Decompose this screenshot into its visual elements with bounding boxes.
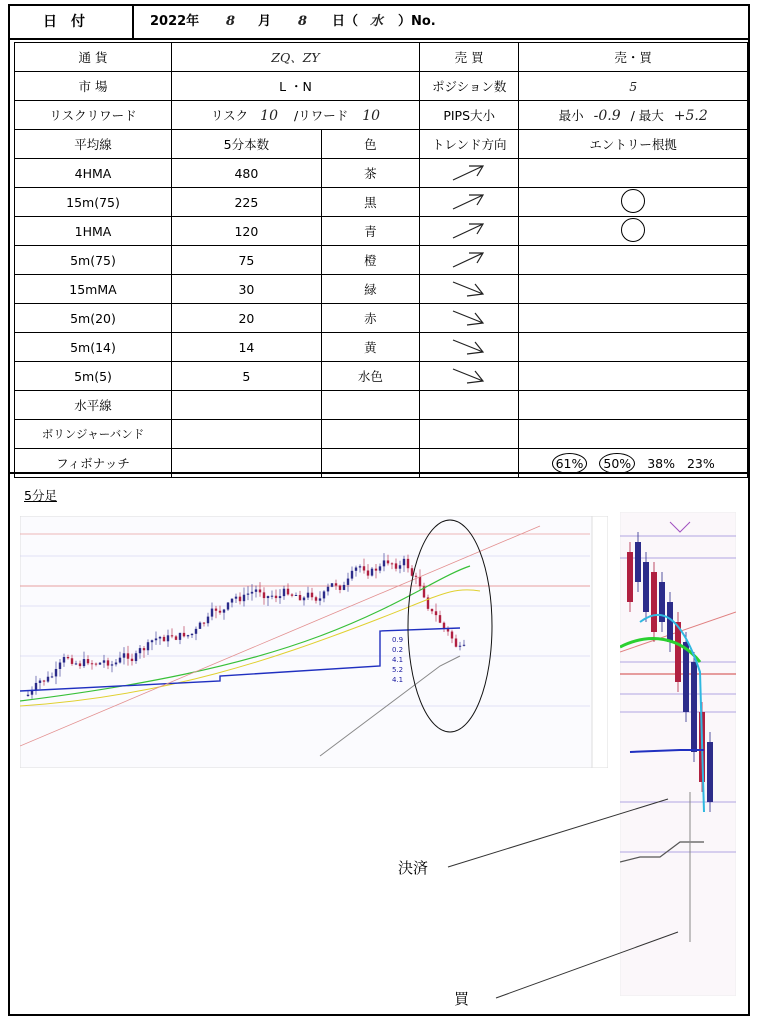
candle-body — [91, 663, 93, 664]
candle-body — [395, 563, 397, 568]
candle-body — [55, 669, 57, 676]
candle-body — [391, 563, 393, 564]
candle-body — [123, 653, 125, 657]
candle-body — [435, 611, 437, 615]
table-row — [15, 101, 748, 130]
candle-body — [307, 593, 309, 598]
no-label: ）No. — [398, 14, 436, 29]
candle-body — [707, 742, 713, 802]
date-label: 日付 — [10, 6, 134, 38]
ma-entry — [519, 304, 748, 333]
ma-name: 5m(14) — [15, 333, 172, 362]
ma-count: 30 — [172, 275, 322, 304]
risk-label: リスク — [210, 108, 249, 123]
candle-body — [419, 577, 421, 587]
table-row — [15, 420, 748, 449]
candle-body — [111, 664, 113, 665]
ma-color: 黒 — [321, 188, 419, 217]
candle-body — [367, 571, 369, 576]
ma-color: 水色 — [321, 362, 419, 391]
chart-box-label: 4.1 — [392, 656, 404, 664]
candle-body — [283, 589, 285, 596]
candle-body — [231, 599, 233, 603]
candle-body — [291, 594, 293, 595]
trade-journal-sheet — [8, 4, 750, 1016]
currency-value: ZQ、ZY — [172, 43, 420, 72]
candle-body — [247, 594, 249, 595]
ma-row — [15, 188, 748, 217]
ma-trend — [419, 304, 518, 333]
reward-value: 10 — [362, 108, 381, 124]
candle-body — [239, 597, 241, 602]
arrow-up-right-icon — [449, 189, 489, 213]
ma-row — [15, 217, 748, 246]
candle-body — [363, 566, 365, 570]
candle-body — [119, 658, 121, 663]
candle-body — [143, 648, 145, 650]
candle-body — [243, 595, 245, 601]
candle-body — [43, 681, 45, 682]
buy-label: 買 — [454, 990, 470, 1008]
position-label: ポジション数 — [419, 72, 518, 101]
arrow-up-right-icon — [449, 160, 489, 184]
ma-entry — [519, 333, 748, 362]
candle-body — [163, 637, 165, 641]
candle-body — [279, 596, 281, 598]
ma-row — [15, 246, 748, 275]
candle-body — [83, 659, 85, 666]
position-value: 5 — [519, 72, 748, 101]
ma-color: 青 — [321, 217, 419, 246]
ma-color: 橙 — [321, 246, 419, 275]
candle-body — [387, 560, 389, 563]
candle-body — [63, 657, 65, 663]
ma-header-color: 色 — [321, 130, 419, 159]
candle-body — [75, 663, 77, 664]
candle-body — [455, 638, 457, 646]
ma-row — [15, 333, 748, 362]
candle-body — [259, 589, 261, 592]
candle-body — [203, 623, 205, 624]
candle-body — [59, 663, 61, 669]
circle-mark-icon — [621, 218, 645, 242]
candle-body — [47, 677, 49, 682]
ma-header-trend: トレンド方向 — [419, 130, 518, 159]
candle-body — [327, 587, 329, 592]
ma-color: 緑 — [321, 275, 419, 304]
candle-body — [347, 579, 349, 585]
buysell-label: 売 買 — [419, 43, 518, 72]
ma-count: 5 — [172, 362, 322, 391]
ma-header-label: 平均線 — [15, 130, 172, 159]
candle-body — [155, 638, 157, 640]
ma-color: 黄 — [321, 333, 419, 362]
chart-box-label: 0.9 — [392, 636, 404, 644]
candle-body — [271, 596, 273, 597]
candle-body — [179, 633, 181, 640]
timeframe-label: 5分足 — [24, 488, 57, 503]
candle-body — [191, 634, 193, 635]
ma-count: 120 — [172, 217, 322, 246]
fib-level: 50% — [599, 453, 635, 474]
candle-body — [51, 676, 53, 677]
chart-screenshot-zoom — [620, 512, 736, 996]
candle-body — [251, 592, 253, 594]
buysell-value: 売・買 — [519, 43, 748, 72]
fib-level: 61% — [552, 453, 588, 474]
candle-body — [255, 589, 257, 591]
ma-name: 15m(75) — [15, 188, 172, 217]
candle-body — [219, 611, 221, 613]
candle-body — [267, 596, 269, 598]
chart-box-label: 5.2 — [392, 666, 404, 674]
candle-body — [107, 660, 109, 665]
candle-body — [115, 663, 117, 665]
candle-body — [415, 576, 417, 577]
pips-min-label: 最小 — [558, 108, 584, 123]
bollinger-label: ボリンジャーバンド — [15, 420, 172, 449]
currency-label: 通 貨 — [15, 43, 172, 72]
ma-entry — [519, 159, 748, 188]
ma-entry — [519, 246, 748, 275]
ma-trend — [419, 246, 518, 275]
candle-body — [355, 567, 357, 570]
candle-body — [459, 646, 461, 647]
candle-body — [335, 583, 337, 585]
table-row — [15, 72, 748, 101]
ma-trend — [419, 188, 518, 217]
candle-body — [87, 659, 89, 663]
candle-body — [275, 596, 277, 598]
arrow-down-right-icon — [449, 334, 489, 358]
ma-header-entry: エントリー根拠 — [519, 130, 748, 159]
candle-body — [199, 623, 201, 629]
candle-body — [195, 629, 197, 634]
candle-body — [627, 552, 633, 602]
candle-body — [235, 597, 237, 599]
riskreward-value — [172, 101, 420, 130]
ma-entry — [519, 362, 748, 391]
candle-body — [643, 562, 649, 612]
reward-label: /リワード — [293, 108, 349, 123]
ma-color: 赤 — [321, 304, 419, 333]
candle-body — [131, 659, 133, 661]
pips-max-value: +5.2 — [673, 108, 708, 124]
ma-row — [15, 159, 748, 188]
candle-body — [667, 602, 673, 642]
candle-body — [139, 648, 141, 653]
candle-body — [351, 571, 353, 579]
table-row — [15, 43, 748, 72]
candle-body — [683, 642, 689, 712]
candle-body — [167, 635, 169, 641]
ma-row — [15, 275, 748, 304]
candle-body — [379, 566, 381, 570]
candle-body — [295, 595, 297, 596]
candle-body — [403, 559, 405, 565]
candle-body — [183, 633, 185, 636]
candle-body — [375, 569, 377, 571]
pips-min-value: -0.9 — [593, 108, 621, 124]
candle-body — [635, 542, 641, 582]
candle-body — [463, 645, 465, 646]
ma-name: 5m(5) — [15, 362, 172, 391]
header-row — [10, 6, 748, 40]
arrow-down-right-icon — [449, 305, 489, 329]
chart-section — [10, 472, 748, 1008]
day-value: 8 — [298, 14, 308, 29]
candle-body — [323, 591, 325, 598]
chart-box-label: 4.1 — [392, 676, 404, 684]
ma-entry — [519, 275, 748, 304]
arrow-up-right-icon — [449, 218, 489, 242]
candle-body — [223, 610, 225, 613]
ma-name: 5m(75) — [15, 246, 172, 275]
ma-row — [15, 304, 748, 333]
candle-body — [399, 565, 401, 568]
candle-body — [215, 609, 217, 611]
ma-name: 4HMA — [15, 159, 172, 188]
candle-body — [451, 632, 453, 639]
month-value: 8 — [226, 14, 236, 29]
journal-table — [14, 42, 748, 478]
ma-name: 1HMA — [15, 217, 172, 246]
horizontal-label: 水平線 — [15, 391, 172, 420]
candle-body — [263, 592, 265, 598]
market-value: L ・N — [172, 72, 420, 101]
candle-body — [175, 636, 177, 639]
ma-entry — [519, 188, 748, 217]
candle-body — [71, 658, 73, 664]
year-text: 2022年 — [150, 14, 200, 29]
day-label: 日（ — [332, 14, 359, 29]
pips-value — [519, 101, 748, 130]
candle-body — [67, 657, 69, 658]
candle-body — [211, 609, 213, 617]
candle-body — [339, 586, 341, 590]
arrow-down-right-icon — [449, 276, 489, 300]
candle-body — [359, 566, 361, 567]
ma-row — [15, 362, 748, 391]
candle-body — [79, 663, 81, 666]
ma-header-count: 5分本数 — [172, 130, 322, 159]
ma-trend — [419, 333, 518, 362]
candle-body — [343, 585, 345, 590]
ma-trend — [419, 217, 518, 246]
ma-trend — [419, 159, 518, 188]
candle-body — [27, 695, 29, 696]
ma-trend — [419, 275, 518, 304]
candle-body — [319, 598, 321, 600]
candle-body — [303, 598, 305, 601]
ma-count: 480 — [172, 159, 322, 188]
arrow-down-right-icon — [449, 363, 489, 387]
candle-body — [371, 569, 373, 576]
ma-name: 5m(20) — [15, 304, 172, 333]
candle-body — [103, 660, 105, 662]
fib-level: 23% — [686, 455, 715, 471]
candle-body — [431, 609, 433, 611]
candle-body — [439, 615, 441, 623]
candle-body — [299, 595, 301, 600]
candle-body — [127, 653, 129, 658]
candle-body — [443, 623, 445, 628]
fib-level: 38% — [647, 455, 675, 471]
ma-count: 225 — [172, 188, 322, 217]
candle-body — [95, 664, 97, 665]
month-label: 月 — [258, 14, 272, 29]
chart-box-label: 0.2 — [392, 646, 404, 654]
chart-screenshot-main — [20, 516, 608, 768]
candle-body — [207, 617, 209, 624]
pips-label: PIPS大小 — [419, 101, 518, 130]
candle-body — [331, 583, 333, 587]
candle-body — [383, 560, 385, 566]
candle-body — [315, 597, 317, 600]
candle-body — [35, 683, 37, 690]
table-row — [15, 391, 748, 420]
candle-body — [151, 640, 153, 642]
ma-name: 15mMA — [15, 275, 172, 304]
candle-body — [39, 681, 41, 683]
candle-body — [651, 572, 657, 632]
ma-count: 75 — [172, 246, 322, 275]
circle-mark-icon — [621, 189, 645, 213]
candle-body — [287, 589, 289, 595]
candle-body — [311, 593, 313, 598]
table-header-row — [15, 130, 748, 159]
candle-body — [691, 662, 697, 752]
candle-body — [147, 642, 149, 650]
candle-body — [227, 603, 229, 610]
arrow-up-right-icon — [449, 247, 489, 271]
candle-body — [99, 663, 101, 665]
pips-max-label: / 最大 — [630, 108, 664, 123]
ma-entry — [519, 217, 748, 246]
candle-body — [159, 637, 161, 639]
candle-body — [135, 653, 137, 661]
risk-value: 10 — [260, 108, 278, 124]
settle-label: 決済 — [398, 859, 429, 877]
candle-body — [407, 559, 409, 568]
candle-body — [187, 635, 189, 636]
fibonacci-label: フィボナッチ — [15, 449, 172, 478]
weekday-value: 水 — [370, 14, 384, 29]
ma-color: 茶 — [321, 159, 419, 188]
candle-body — [675, 622, 681, 682]
riskreward-label: リスクリワード — [15, 101, 172, 130]
ma-count: 20 — [172, 304, 322, 333]
ma-trend — [419, 362, 518, 391]
candle-body — [171, 635, 173, 636]
ma-count: 14 — [172, 333, 322, 362]
market-label: 市 場 — [15, 72, 172, 101]
